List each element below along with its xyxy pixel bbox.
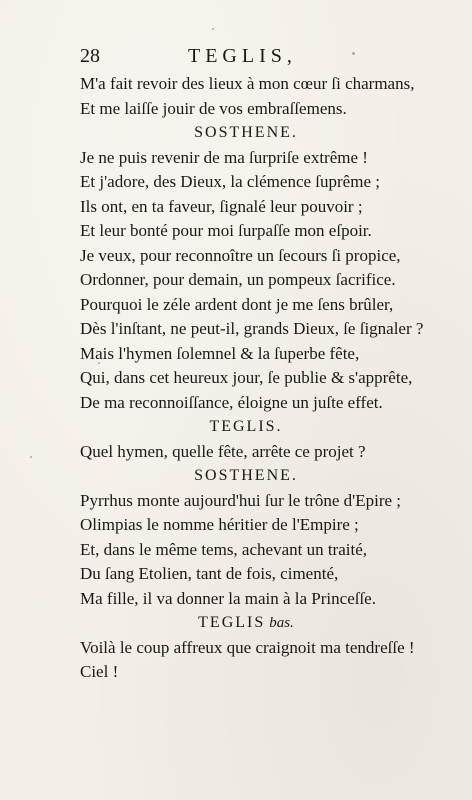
verse-line: Qui, dans cet heureux jour, ſe publie & s'apprête, <box>80 368 413 387</box>
running-title: TEGLIS, <box>188 45 297 67</box>
ink-speck <box>98 362 100 364</box>
verse-line: Dès l'inſtant, ne peut-il, grands Dieux, ſe ſignaler ? <box>80 319 424 338</box>
verse-line: Ordonner, pour demain, un pompeux ſacrifice. <box>80 270 396 289</box>
verse-line: Mais l'hymen ſolemnel & la ſuperbe fête, <box>80 343 360 363</box>
speaker-name <box>80 464 412 489</box>
verse-line: Et leur bonté pour moi ſurpaſſe mon eſpoir. <box>80 221 372 240</box>
ink-speck <box>30 456 32 458</box>
speaker-name <box>80 415 412 440</box>
speaker-label: TEGLIS. <box>209 418 283 435</box>
speaker-label: SOSTHENE. <box>194 467 298 484</box>
verse-line: Quel hymen, quelle fête, arrête ce projet ? <box>80 441 366 461</box>
speaker-label: SOSTHENE. <box>194 124 298 141</box>
page-header <box>80 38 380 72</box>
verse-line: Ma fille, il va donner la main à la Princeſſe. <box>80 588 376 608</box>
verse-line: Du ſang Etolien, tant de fois, cimenté, <box>80 564 339 583</box>
verse-line: Je veux, pour reconnoître un ſecours ſi propice, <box>80 245 401 265</box>
verse-line: Pyrrhus monte aujourd'hui ſur le trône d'Epire ; <box>80 490 402 510</box>
play-text <box>80 72 440 685</box>
speaker-name <box>80 121 412 146</box>
verse-line: Pourquoi le zéle ardent dont je me ſens brûler, <box>80 294 394 314</box>
verse-line: Je ne puis revenir de ma ſurpriſe extrême ! <box>80 147 368 167</box>
ink-speck <box>212 28 214 30</box>
ink-speck <box>352 52 355 55</box>
stage-direction: bas. <box>269 615 294 631</box>
verse-line: Ils ont, en ta faveur, ſignalé leur pouvoir ; <box>80 196 363 216</box>
speaker-label: TEGLIS <box>198 614 266 631</box>
speaker-name <box>80 611 412 636</box>
verse-line: Et j'adore, des Dieux, la clémence ſuprême ; <box>80 172 380 191</box>
verse-line: Et, dans le même tems, achevant un traité, <box>80 539 368 559</box>
page-number: 28 <box>80 45 100 67</box>
verse-line: De ma reconnoiſſance, éloigne un juſte effet. <box>80 392 383 412</box>
verse-line: Et me laiſſe jouir de vos embraſſemens. <box>80 98 347 118</box>
verse-line: M'a fait revoir des lieux à mon cœur ſi charmans, <box>80 74 415 93</box>
verse-line: Ciel ! <box>80 662 119 681</box>
verse-line: Voilà le coup affreux que craignoit ma tendreſſe ! <box>80 637 415 657</box>
verse-line: Olimpias le nomme héritier de l'Empire ; <box>80 515 359 534</box>
